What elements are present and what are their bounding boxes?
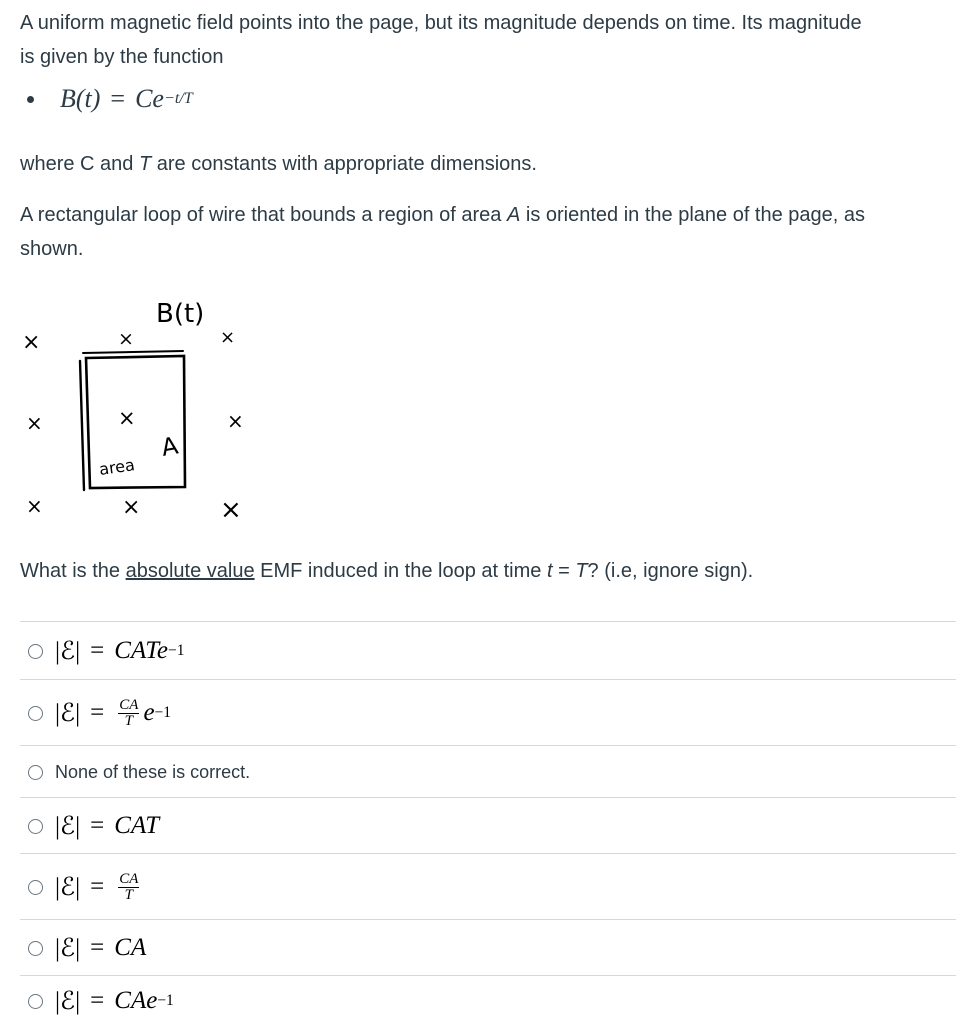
question-text xyxy=(20,556,753,586)
radio-button[interactable] xyxy=(28,941,43,956)
loop-text-line-1 xyxy=(20,198,865,232)
radio-button[interactable] xyxy=(28,880,43,895)
answer-equals: = xyxy=(90,987,105,1014)
loop-diagram xyxy=(20,285,280,525)
question-middle: EMF induced in the loop at time xyxy=(254,560,547,582)
answer-text: None of these is correct. xyxy=(55,761,251,782)
radio-button[interactable] xyxy=(28,819,43,834)
constants-text xyxy=(20,147,537,181)
answer-lhs: |ℰ| xyxy=(55,935,81,962)
loop-text-suffix: is oriented in the plane of the page, as xyxy=(520,204,866,226)
answer-rhs: CAe xyxy=(114,987,158,1014)
question-t: t xyxy=(546,560,553,582)
intro-line-2: is given by the function xyxy=(20,46,224,68)
answer-lhs: |ℰ| xyxy=(55,638,81,665)
answer-numerator: CA xyxy=(119,696,139,713)
answer-rhs: CAT xyxy=(114,812,160,839)
answer-option-5[interactable] xyxy=(20,853,956,920)
field-marker: × xyxy=(220,327,236,348)
area-symbol: A xyxy=(159,431,181,462)
formula-lhs: B(t) xyxy=(60,84,101,113)
answer-lhs: |ℰ| xyxy=(55,700,81,727)
answer-equals: = xyxy=(90,873,105,900)
question-eq: = xyxy=(552,560,576,582)
radio-button[interactable] xyxy=(28,644,43,659)
field-marker: × xyxy=(227,409,244,433)
answer-lhs: |ℰ| xyxy=(55,988,81,1015)
field-marker: × xyxy=(118,406,136,430)
radio-button[interactable] xyxy=(28,994,43,1009)
answer-option-2[interactable]: |ℰ| = $\frac{CA}{T}$ e −1 xyxy=(20,679,956,746)
answer-equals: = xyxy=(90,812,105,839)
question-suffix: ? (i.e, ignore sign). xyxy=(587,560,754,582)
question-underlined: absolute value xyxy=(125,560,255,582)
answer-equals: = xyxy=(90,637,105,664)
answer-lhs: |ℰ| xyxy=(55,874,81,901)
answer-numerator: CA xyxy=(119,870,139,887)
answer-rhs: e xyxy=(143,699,155,726)
answer-equals: = xyxy=(90,934,105,961)
field-label: B(t) xyxy=(156,299,205,329)
field-marker: × xyxy=(26,411,43,435)
constants-suffix: are constants with appropriate dimensions. xyxy=(151,153,537,175)
constants-T: T xyxy=(138,153,152,175)
answer-rhs: CA xyxy=(114,934,147,961)
radio-button[interactable] xyxy=(28,706,43,721)
field-marker: × xyxy=(220,495,242,525)
answer-option-6[interactable] xyxy=(20,919,956,976)
answer-option-4[interactable] xyxy=(20,797,956,854)
bullet-dot-icon xyxy=(27,96,34,103)
constants-prefix: where C and xyxy=(20,153,139,175)
answer-option-1[interactable]: |ℰ| = CATe −1 xyxy=(20,621,956,680)
loop-text-prefix: A rectangular loop of wire that bounds a region of area xyxy=(20,204,507,226)
question-T: T xyxy=(575,560,588,582)
formula-base: Ce xyxy=(135,84,164,113)
formula-equals: = xyxy=(110,84,126,113)
answer-rhs: CATe xyxy=(114,637,168,664)
answer-equals: = xyxy=(90,699,105,726)
radio-button[interactable] xyxy=(28,765,43,780)
answer-option-3[interactable] xyxy=(20,745,956,798)
formula-bullet: B(t) = Ce −t/T xyxy=(27,84,193,114)
answer-option-7[interactable]: |ℰ| = CAe −1 xyxy=(20,975,956,1026)
area-label: area xyxy=(97,455,136,479)
field-marker: × xyxy=(22,330,41,355)
loop-text-A: A xyxy=(506,204,521,226)
field-marker: × xyxy=(118,328,134,350)
intro-line-1: A uniform magnetic field points into the page, but its magnitude depends on time. Its magnitude xyxy=(20,12,862,34)
question-prefix: What is the xyxy=(20,560,126,582)
field-marker: × xyxy=(122,495,141,520)
answer-denominator: T xyxy=(124,712,134,729)
answer-denominator: T xyxy=(124,886,134,903)
loop-text-line-2: shown. xyxy=(20,238,84,260)
answer-lhs: |ℰ| xyxy=(55,813,81,840)
field-marker: × xyxy=(26,494,43,518)
